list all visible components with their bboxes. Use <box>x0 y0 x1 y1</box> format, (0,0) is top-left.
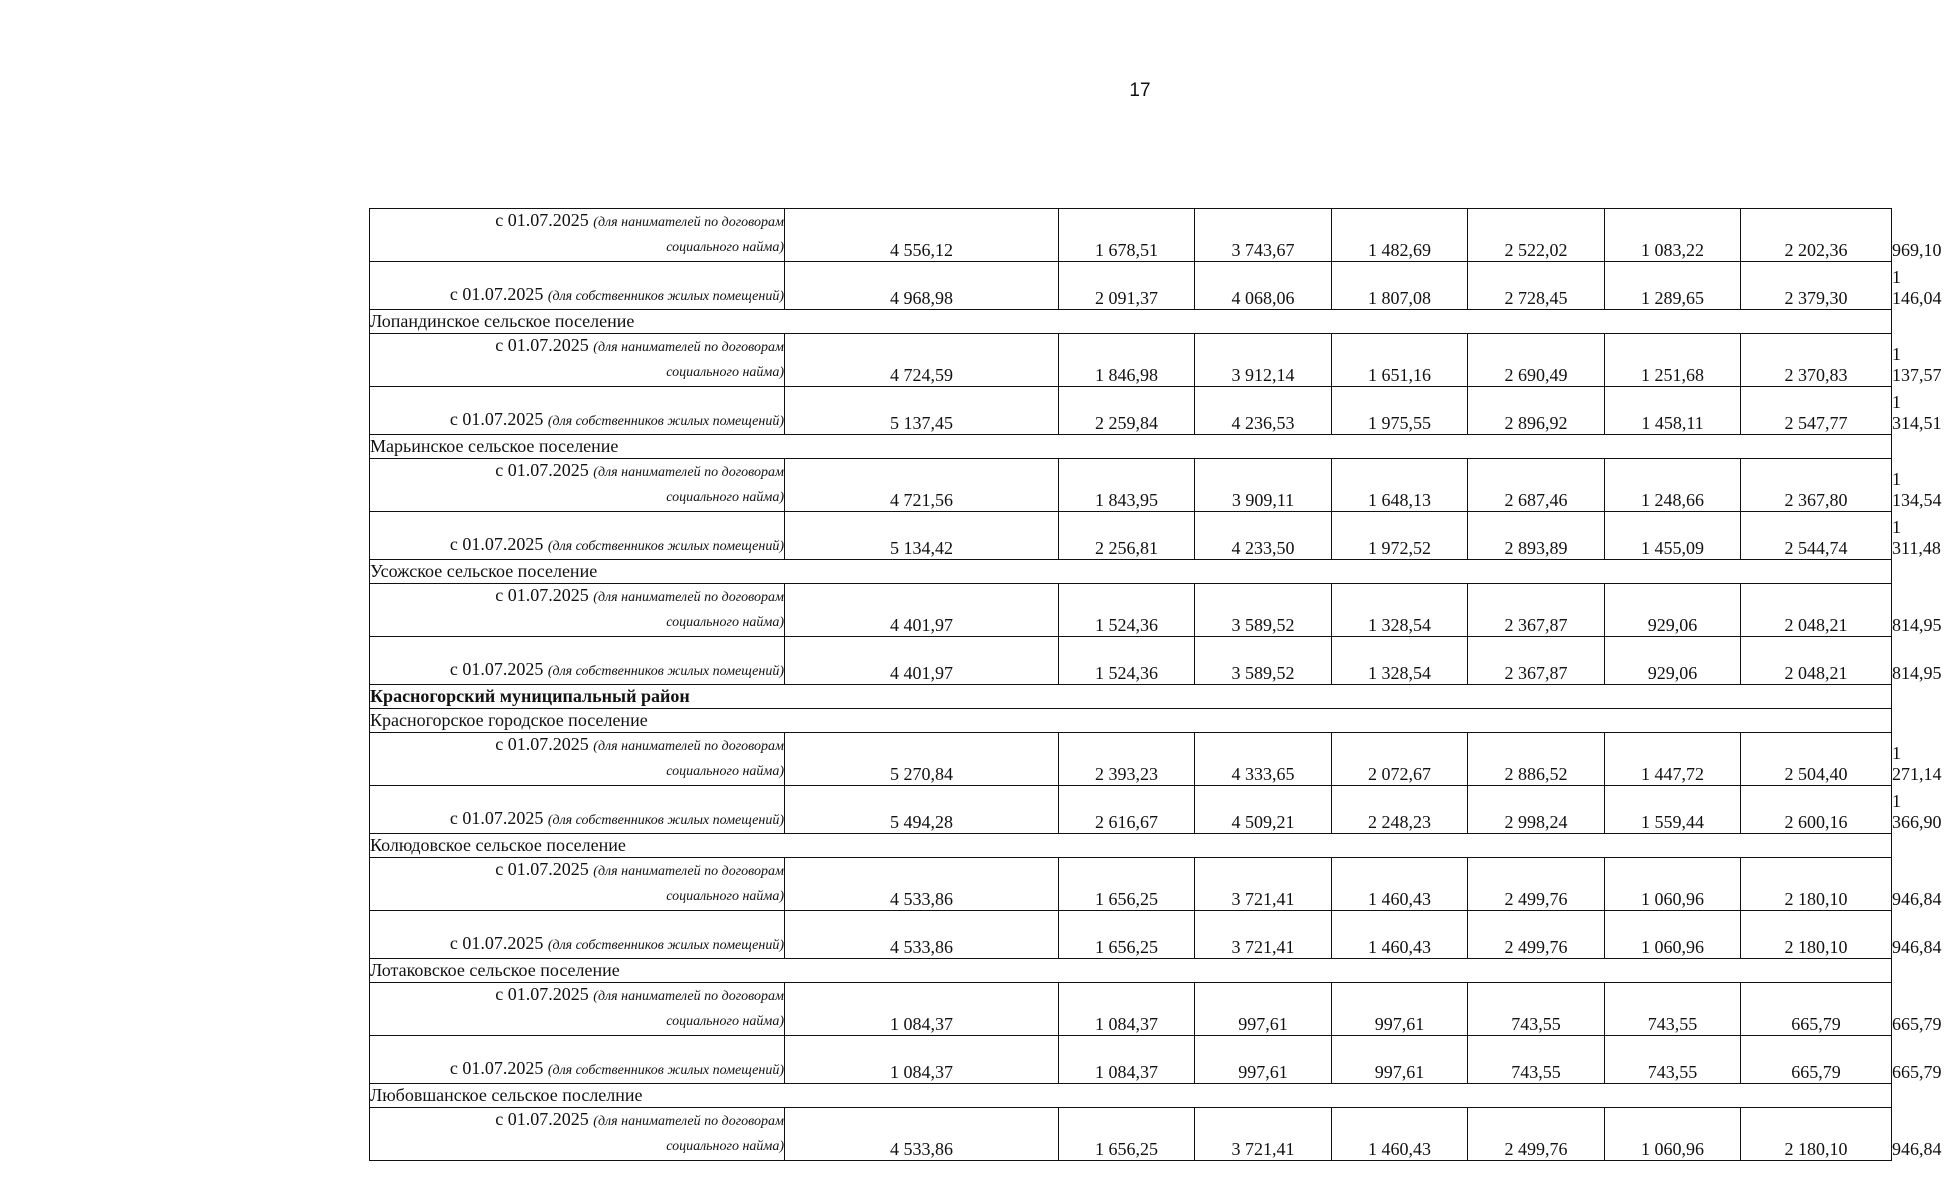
tariff-value-cell: 2 499,76 <box>1468 911 1605 959</box>
tenant-tariff-row: с 01.07.2025 (для нанимателей по договорам социального найма) 4 533,86 1 656,25 3 721,41 1 460,43 2 499,76 1 060,96 2 180,10 946,84 <box>370 1108 1892 1161</box>
tariff-value-cell: 1 084,37 <box>785 1036 1059 1084</box>
tenant-tariff-row: с 01.07.2025 (для нанимателей по договорам социального найма) 4 721,56 1 843,95 3 909,11 1 648,13 2 687,46 1 248,66 2 367,80 1 134,54 <box>370 459 1892 512</box>
tenant-tariff-row: с 01.07.2025 (для нанимателей по договорам социального найма) 1 084,37 1 084,37 997,61 997,61 743,55 743,55 665,79 665,79 <box>370 983 1892 1036</box>
tenant-note-line2: социального найма) <box>666 764 784 779</box>
tenant-note-line2: социального найма) <box>666 490 784 505</box>
tariff-value-cell: 3 589,52 <box>1195 584 1332 637</box>
tariff-value-cell: 1 460,43 <box>1332 858 1468 911</box>
tariff-value-cell: 4 556,12 <box>785 209 1059 262</box>
settlement-title: Красногорское городское поселение <box>370 709 1892 733</box>
row-label <box>370 262 785 310</box>
tenant-tariff-row: с 01.07.2025 (для нанимателей по договорам социального найма) 4 401,97 1 524,36 3 589,52 1 328,54 2 367,87 929,06 2 048,21 814,95 <box>370 584 1892 637</box>
tenant-note-line2: социального найма) <box>666 1014 784 1029</box>
settlement-title: Лотаковское сельское поселение <box>370 959 1892 983</box>
tariff-value-cell: 2 499,76 <box>1468 1108 1605 1161</box>
tariff-value-cell: 2 091,37 <box>1059 262 1195 310</box>
tariff-value-cell: 2 180,10 <box>1741 858 1892 911</box>
tariff-value-cell: 2 998,24 <box>1468 786 1605 834</box>
tariff-value-cell: 1 807,08 <box>1332 262 1468 310</box>
row-label <box>370 786 785 834</box>
tariff-value-cell: 4 724,59 <box>785 334 1059 387</box>
owner-note: (для собственников жилых помещений) <box>547 813 784 828</box>
tariff-value-cell: 1 328,54 <box>1332 637 1468 685</box>
row-label <box>370 1036 785 1084</box>
tenant-note-line1: (для нанимателей по договорам <box>593 739 784 754</box>
tariff-value-cell: 2 202,36 <box>1741 209 1892 262</box>
row-label <box>370 334 785 387</box>
tenant-note-line1: (для нанимателей по договорам <box>593 1114 784 1129</box>
tariff-value-cell: 1 458,11 <box>1605 387 1741 435</box>
tariff-value-cell: 4 721,56 <box>785 459 1059 512</box>
section-header-row <box>370 685 1892 709</box>
tariff-value-cell: 743,55 <box>1605 1036 1741 1084</box>
owner-tariff-row: с 01.07.2025 (для собственников жилых помещений) 5 494,28 2 616,67 4 509,21 2 248,23 2 998,24 1 559,44 2 600,16 1 366,90 <box>370 786 1892 834</box>
tariff-value-cell: 2 728,45 <box>1468 262 1605 310</box>
tenant-note-line2: социального найма) <box>666 615 784 630</box>
tenant-note-line1: (для нанимателей по договорам <box>593 465 784 480</box>
date-label: с 01.07.2025 <box>495 460 589 480</box>
owner-tariff-row: с 01.07.2025 (для собственников жилых помещений) 5 134,42 2 256,81 4 233,50 1 972,52 2 893,89 1 455,09 2 544,74 1 311,48 <box>370 512 1892 560</box>
section-header-row <box>370 834 1892 858</box>
settlement-title: Любовшанское сельское послелние <box>370 1084 1892 1108</box>
tariff-value-cell: 4 236,53 <box>1195 387 1332 435</box>
tariff-value-cell: 5 137,45 <box>785 387 1059 435</box>
section-header-row <box>370 1084 1892 1108</box>
settlement-title: Лопандинское сельское поселение <box>370 310 1892 334</box>
tariff-value-cell: 2 522,02 <box>1468 209 1605 262</box>
tariff-value-cell: 3 909,11 <box>1195 459 1332 512</box>
tariff-value-cell: 4 401,97 <box>785 584 1059 637</box>
date-label: с 01.07.2025 <box>449 808 544 828</box>
tariff-value-cell: 1 455,09 <box>1605 512 1741 560</box>
tenant-note-line1: (для нанимателей по договорам <box>593 989 784 1004</box>
date-label: с 01.07.2025 <box>449 409 544 429</box>
tariff-value-cell: 2 248,23 <box>1332 786 1468 834</box>
settlement-title: Колюдовское сельское поселение <box>370 834 1892 858</box>
row-label <box>370 512 785 560</box>
tariff-value-cell: 3 912,14 <box>1195 334 1332 387</box>
tariff-value-cell: 3 589,52 <box>1195 637 1332 685</box>
date-label: с 01.07.2025 <box>449 534 544 554</box>
tariff-value-cell: 1 251,68 <box>1605 334 1741 387</box>
tariff-value-cell: 1 084,37 <box>1059 983 1195 1036</box>
tariff-value-cell: 743,55 <box>1605 983 1741 1036</box>
tariff-value-cell: 2 547,77 <box>1741 387 1892 435</box>
tariff-value-cell: 4 068,06 <box>1195 262 1332 310</box>
tariff-value-cell: 1 460,43 <box>1332 911 1468 959</box>
row-label <box>370 1108 785 1161</box>
tenant-note-line1: (для нанимателей по договорам <box>593 590 784 605</box>
owner-tariff-row: с 01.07.2025 (для собственников жилых помещений) 5 137,45 2 259,84 4 236,53 1 975,55 2 896,92 1 458,11 2 547,77 1 314,51 <box>370 387 1892 435</box>
tariff-table-body <box>370 209 1942 1161</box>
row-label <box>370 459 785 512</box>
date-label: с 01.07.2025 <box>495 734 589 754</box>
tariff-value-cell: 5 270,84 <box>785 733 1059 786</box>
row-label <box>370 637 785 685</box>
tariff-value-cell: 929,06 <box>1605 584 1741 637</box>
tenant-note-line2: социального найма) <box>666 240 784 255</box>
tariff-value-cell: 2 544,74 <box>1741 512 1892 560</box>
tariff-value-cell: 1 678,51 <box>1059 209 1195 262</box>
tariff-value-cell: 4 401,97 <box>785 637 1059 685</box>
tariff-value-cell: 1 083,22 <box>1605 209 1741 262</box>
owner-tariff-row: с 01.07.2025 (для собственников жилых помещений) 4 401,97 1 524,36 3 589,52 1 328,54 2 367,87 929,06 2 048,21 814,95 <box>370 637 1892 685</box>
tariff-value-cell: 997,61 <box>1332 983 1468 1036</box>
tariff-value-cell: 4 533,86 <box>785 858 1059 911</box>
tariff-value-cell: 1 975,55 <box>1332 387 1468 435</box>
tenant-tariff-row: с 01.07.2025 (для нанимателей по договорам социального найма) 4 533,86 1 656,25 3 721,41 1 460,43 2 499,76 1 060,96 2 180,10 946,84 <box>370 858 1892 911</box>
tenant-note-line2: социального найма) <box>666 1139 784 1154</box>
section-header-row <box>370 435 1892 459</box>
tariff-value-cell: 2 256,81 <box>1059 512 1195 560</box>
tariff-value-cell: 2 072,67 <box>1332 733 1468 786</box>
tariff-value-cell: 5 494,28 <box>785 786 1059 834</box>
date-label: с 01.07.2025 <box>495 859 589 879</box>
owner-note: (для собственников жилых помещений) <box>547 938 784 953</box>
date-label: с 01.07.2025 <box>449 1058 544 1078</box>
tariff-value-cell: 1 846,98 <box>1059 334 1195 387</box>
tariff-table <box>369 208 1942 1161</box>
tariff-value-cell: 743,55 <box>1468 1036 1605 1084</box>
tariff-value-cell: 1 524,36 <box>1059 637 1195 685</box>
tariff-value-cell: 1 084,37 <box>785 983 1059 1036</box>
section-header-row <box>370 709 1892 733</box>
tenant-tariff-row: с 01.07.2025 (для нанимателей по договорам социального найма) 5 270,84 2 393,23 4 333,65 2 072,67 2 886,52 1 447,72 2 504,40 1 271,14 <box>370 733 1892 786</box>
tariff-value-cell: 2 896,92 <box>1468 387 1605 435</box>
tariff-value-cell: 2 367,87 <box>1468 584 1605 637</box>
tariff-value-cell: 4 533,86 <box>785 1108 1059 1161</box>
tenant-note-line1: (для нанимателей по договорам <box>593 340 784 355</box>
owner-tariff-row: с 01.07.2025 (для собственников жилых помещений) 4 968,98 2 091,37 4 068,06 1 807,08 2 728,45 1 289,65 2 379,30 1 146,04 <box>370 262 1892 310</box>
tariff-value-cell: 2 393,23 <box>1059 733 1195 786</box>
tariff-value-cell: 997,61 <box>1332 1036 1468 1084</box>
date-label: с 01.07.2025 <box>495 335 589 355</box>
tenant-note-line2: социального найма) <box>666 889 784 904</box>
tenant-tariff-row: с 01.07.2025 (для нанимателей по договорам социального найма) 4 556,12 1 678,51 3 743,67 1 482,69 2 522,02 1 083,22 2 202,36 969,10 <box>370 209 1892 262</box>
tariff-value-cell: 2 690,49 <box>1468 334 1605 387</box>
tariff-value-cell: 1 524,36 <box>1059 584 1195 637</box>
tariff-value-cell: 5 134,42 <box>785 512 1059 560</box>
tariff-value-cell: 2 180,10 <box>1741 1108 1892 1161</box>
tenant-tariff-row: с 01.07.2025 (для нанимателей по договорам социального найма) 4 724,59 1 846,98 3 912,14 1 651,16 2 690,49 1 251,68 2 370,83 1 137,57 <box>370 334 1892 387</box>
tariff-value-cell: 665,79 <box>1741 983 1892 1036</box>
tariff-value-cell: 1 084,37 <box>1059 1036 1195 1084</box>
owner-tariff-row: с 01.07.2025 (для собственников жилых помещений) 1 084,37 1 084,37 997,61 997,61 743,55 743,55 665,79 665,79 <box>370 1036 1892 1084</box>
tariff-value-cell: 3 721,41 <box>1195 911 1332 959</box>
tariff-value-cell: 4 533,86 <box>785 911 1059 959</box>
district-title: Красногорский муниципальный район <box>370 685 1892 709</box>
row-label <box>370 911 785 959</box>
date-label: с 01.07.2025 <box>449 284 544 304</box>
tariff-value-cell: 1 328,54 <box>1332 584 1468 637</box>
row-label <box>370 387 785 435</box>
owner-note: (для собственников жилых помещений) <box>547 1063 784 1078</box>
tariff-value-cell: 4 333,65 <box>1195 733 1332 786</box>
row-label <box>370 209 785 262</box>
tariff-value-cell: 2 367,80 <box>1741 459 1892 512</box>
tariff-value-cell: 929,06 <box>1605 637 1741 685</box>
date-label: с 01.07.2025 <box>449 933 544 953</box>
owner-note: (для собственников жилых помещений) <box>547 414 784 429</box>
tariff-value-cell: 1 648,13 <box>1332 459 1468 512</box>
tariff-value-cell: 4 509,21 <box>1195 786 1332 834</box>
tariff-value-cell: 1 559,44 <box>1605 786 1741 834</box>
tenant-note-line2: социального найма) <box>666 365 784 380</box>
tariff-value-cell: 1 060,96 <box>1605 1108 1741 1161</box>
row-label <box>370 858 785 911</box>
date-label: с 01.07.2025 <box>495 1109 589 1129</box>
tariff-value-cell: 1 060,96 <box>1605 858 1741 911</box>
tariff-value-cell: 2 048,21 <box>1741 637 1892 685</box>
settlement-title: Усожское сельское поселение <box>370 560 1892 584</box>
tariff-value-cell: 743,55 <box>1468 983 1605 1036</box>
row-label <box>370 584 785 637</box>
tariff-value-cell: 1 972,52 <box>1332 512 1468 560</box>
settlement-title: Марьинское сельское поселение <box>370 435 1892 459</box>
tariff-value-cell: 1 248,66 <box>1605 459 1741 512</box>
tariff-value-cell: 2 504,40 <box>1741 733 1892 786</box>
tariff-value-cell: 1 656,25 <box>1059 858 1195 911</box>
owner-note: (для собственников жилых помещений) <box>547 664 784 679</box>
tariff-value-cell: 2 886,52 <box>1468 733 1605 786</box>
section-header-row <box>370 560 1892 584</box>
owner-note: (для собственников жилых помещений) <box>547 539 784 554</box>
tariff-value-cell: 2 259,84 <box>1059 387 1195 435</box>
tariff-value-cell: 1 460,43 <box>1332 1108 1468 1161</box>
tariff-value-cell: 4 968,98 <box>785 262 1059 310</box>
tariff-value-cell: 1 656,25 <box>1059 911 1195 959</box>
tariff-value-cell: 2 367,87 <box>1468 637 1605 685</box>
tariff-value-cell: 997,61 <box>1195 1036 1332 1084</box>
tariff-value-cell: 3 721,41 <box>1195 1108 1332 1161</box>
tariff-value-cell: 1 656,25 <box>1059 1108 1195 1161</box>
tariff-value-cell: 4 233,50 <box>1195 512 1332 560</box>
tenant-note-line1: (для нанимателей по договорам <box>593 864 784 879</box>
tariff-value-cell: 1 651,16 <box>1332 334 1468 387</box>
tenant-note-line1: (для нанимателей по договорам <box>593 215 784 230</box>
section-header-row <box>370 310 1892 334</box>
tariff-value-cell: 2 048,21 <box>1741 584 1892 637</box>
date-label: с 01.07.2025 <box>495 585 589 605</box>
tariff-value-cell: 2 893,89 <box>1468 512 1605 560</box>
tariff-value-cell: 665,79 <box>1741 1036 1892 1084</box>
tariff-value-cell: 1 289,65 <box>1605 262 1741 310</box>
tariff-value-cell: 3 743,67 <box>1195 209 1332 262</box>
owner-note: (для собственников жилых помещений) <box>547 289 784 304</box>
date-label: с 01.07.2025 <box>449 659 544 679</box>
section-header-row <box>370 959 1892 983</box>
row-label <box>370 733 785 786</box>
tariff-value-cell: 2 616,67 <box>1059 786 1195 834</box>
tariff-value-cell: 2 687,46 <box>1468 459 1605 512</box>
tariff-value-cell: 2 600,16 <box>1741 786 1892 834</box>
tariff-value-cell: 2 499,76 <box>1468 858 1605 911</box>
tariff-value-cell: 1 060,96 <box>1605 911 1741 959</box>
tariff-value-cell: 1 447,72 <box>1605 733 1741 786</box>
tariff-value-cell: 2 180,10 <box>1741 911 1892 959</box>
tariff-value-cell: 2 370,83 <box>1741 334 1892 387</box>
owner-tariff-row: с 01.07.2025 (для собственников жилых помещений) 4 533,86 1 656,25 3 721,41 1 460,43 2 499,76 1 060,96 2 180,10 946,84 <box>370 911 1892 959</box>
tariff-value-cell: 3 721,41 <box>1195 858 1332 911</box>
tariff-value-cell: 2 379,30 <box>1741 262 1892 310</box>
date-label: с 01.07.2025 <box>495 984 589 1004</box>
tariff-value-cell: 1 843,95 <box>1059 459 1195 512</box>
row-label <box>370 983 785 1036</box>
page-number: 17 <box>1129 80 1151 101</box>
tariff-value-cell: 997,61 <box>1195 983 1332 1036</box>
tariff-value-cell: 1 482,69 <box>1332 209 1468 262</box>
date-label: с 01.07.2025 <box>495 210 589 230</box>
